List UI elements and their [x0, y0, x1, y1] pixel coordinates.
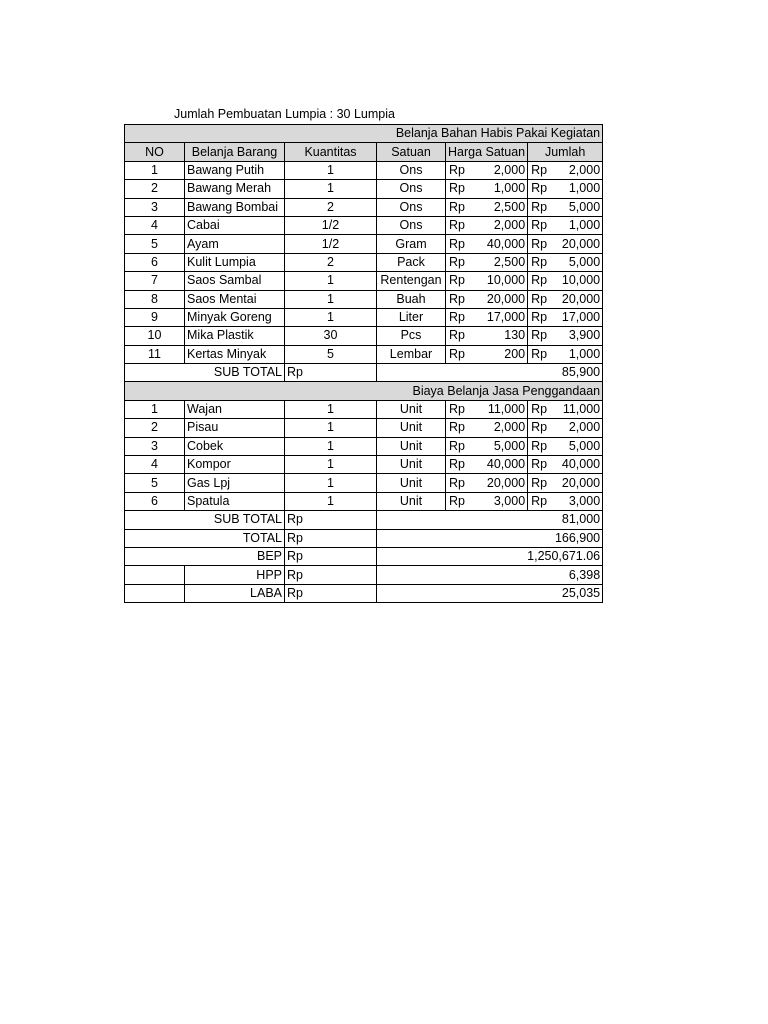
table-row — [125, 235, 603, 253]
unit: Gram — [377, 235, 446, 253]
item-name: Bawang Merah — [185, 180, 285, 198]
amount-value: 5,000 — [568, 438, 601, 453]
currency-label: Rp — [449, 328, 465, 343]
quantity: 1 — [285, 161, 377, 179]
quantity: 1/2 — [285, 235, 377, 253]
item-name: Wajan — [185, 400, 285, 418]
currency-label: Rp — [449, 457, 465, 472]
line-total — [528, 419, 603, 437]
quantity: 1 — [285, 308, 377, 326]
bep-label: BEP — [125, 547, 285, 565]
currency-label: Rp — [449, 310, 465, 325]
row-number: 6 — [125, 253, 185, 271]
total-label: TOTAL — [125, 529, 285, 547]
currency-label: Rp — [449, 402, 465, 417]
unit-price — [446, 253, 528, 271]
line-total — [528, 216, 603, 234]
budget-table — [124, 124, 603, 603]
line-total — [528, 235, 603, 253]
row-number: 3 — [125, 437, 185, 455]
line-total — [528, 253, 603, 271]
laba-label: LABA — [185, 584, 285, 602]
currency-label: Rp — [531, 181, 548, 196]
currency-label: Rp — [449, 475, 465, 490]
amount-value: 20,000 — [561, 291, 601, 306]
currency-label: Rp — [285, 547, 377, 565]
amount-value: 3,000 — [493, 494, 526, 508]
unit-price — [446, 456, 528, 474]
quantity: 1 — [285, 400, 377, 418]
unit: Rentengan — [377, 272, 446, 290]
header-price: Harga Satuan — [446, 143, 528, 161]
currency-label: Rp — [531, 420, 548, 435]
unit-price — [446, 437, 528, 455]
line-total — [528, 492, 603, 510]
unit: Ons — [377, 161, 446, 179]
currency-label: Rp — [531, 291, 548, 306]
quantity: 1 — [285, 437, 377, 455]
quantity: 1 — [285, 290, 377, 308]
currency-label: Rp — [531, 438, 548, 453]
row-number: 4 — [125, 216, 185, 234]
quantity: 1 — [285, 272, 377, 290]
item-name: Bawang Bombai — [185, 198, 285, 216]
currency-label: Rp — [449, 181, 465, 196]
line-total — [528, 456, 603, 474]
table-row — [125, 180, 603, 198]
item-name: Kertas Minyak — [185, 345, 285, 363]
item-name: Gas Lpj — [185, 474, 285, 492]
currency-label: Rp — [449, 494, 465, 508]
line-total — [528, 437, 603, 455]
unit: Ons — [377, 216, 446, 234]
item-name: Ayam — [185, 235, 285, 253]
currency-label: Rp — [449, 236, 465, 251]
unit-price — [446, 290, 528, 308]
amount-value: 1,000 — [493, 181, 526, 196]
currency-label: Rp — [449, 162, 465, 177]
amount-value: 10,000 — [561, 273, 601, 288]
row-number: 9 — [125, 308, 185, 326]
row-number: 10 — [125, 327, 185, 345]
amount-value: 130 — [504, 328, 526, 343]
table-row — [125, 474, 603, 492]
line-total — [528, 308, 603, 326]
hpp-label: HPP — [185, 566, 285, 584]
unit-price — [446, 492, 528, 510]
currency-label: Rp — [285, 364, 377, 382]
amount-value: 2,000 — [493, 420, 526, 435]
section-heading: Biaya Belanja Jasa Penggandaan — [125, 382, 603, 400]
line-total — [528, 290, 603, 308]
currency-label: Rp — [449, 254, 465, 269]
unit-price — [446, 180, 528, 198]
line-total — [528, 345, 603, 363]
row-number: 2 — [125, 419, 185, 437]
table-row — [125, 492, 603, 510]
item-name: Kompor — [185, 456, 285, 474]
row-number: 8 — [125, 290, 185, 308]
bep-value: 1,250,671.06 — [377, 547, 603, 565]
line-total — [528, 180, 603, 198]
amount-value: 1,000 — [568, 346, 601, 361]
sheet-title: Jumlah Pembuatan Lumpia : 30 Lumpia — [174, 107, 395, 121]
table-row — [125, 400, 603, 418]
header-no: NO — [125, 143, 185, 161]
amount-value: 10,000 — [486, 273, 526, 288]
currency-label: Rp — [449, 199, 465, 214]
header-item: Belanja Barang — [185, 143, 285, 161]
table-row — [125, 272, 603, 290]
unit: Unit — [377, 474, 446, 492]
amount-value: 5,000 — [493, 438, 526, 453]
amount-value: 20,000 — [561, 236, 601, 251]
unit: Pcs — [377, 327, 446, 345]
item-name: Spatula — [185, 492, 285, 510]
unit-price — [446, 419, 528, 437]
row-number: 7 — [125, 272, 185, 290]
row-number: 4 — [125, 456, 185, 474]
item-name: Bawang Putih — [185, 161, 285, 179]
quantity: 1 — [285, 456, 377, 474]
currency-label: Rp — [531, 328, 548, 343]
amount-value: 40,000 — [486, 236, 526, 251]
section-heading: Belanja Bahan Habis Pakai Kegiatan — [125, 125, 603, 143]
item-name: Mika Plastik — [185, 327, 285, 345]
item-name: Saos Mentai — [185, 290, 285, 308]
currency-label: Rp — [531, 162, 548, 177]
subtotal-label: SUB TOTAL — [125, 364, 285, 382]
currency-label: Rp — [285, 529, 377, 547]
amount-value: 2,500 — [493, 199, 526, 214]
empty-cell — [125, 584, 185, 602]
row-number: 1 — [125, 400, 185, 418]
table-row — [125, 456, 603, 474]
unit: Ons — [377, 180, 446, 198]
unit: Unit — [377, 437, 446, 455]
currency-label: Rp — [285, 511, 377, 529]
unit-price — [446, 474, 528, 492]
amount-value: 5,000 — [568, 199, 601, 214]
currency-label: Rp — [531, 273, 548, 288]
currency-label: Rp — [285, 566, 377, 584]
unit: Lembar — [377, 345, 446, 363]
total-value: 166,900 — [377, 529, 603, 547]
currency-label: Rp — [531, 218, 548, 233]
amount-value: 2,000 — [568, 420, 601, 435]
table-row — [125, 437, 603, 455]
table-row — [125, 161, 603, 179]
unit-price — [446, 308, 528, 326]
row-number: 2 — [125, 180, 185, 198]
quantity: 1 — [285, 180, 377, 198]
unit-price — [446, 216, 528, 234]
quantity: 1/2 — [285, 216, 377, 234]
amount-value: 5,000 — [568, 254, 601, 269]
amount-value: 3,000 — [568, 494, 601, 508]
amount-value: 20,000 — [486, 291, 526, 306]
table-row — [125, 290, 603, 308]
amount-value: 40,000 — [561, 457, 601, 472]
amount-value: 200 — [504, 346, 526, 361]
currency-label: Rp — [531, 199, 548, 214]
unit: Liter — [377, 308, 446, 326]
quantity: 2 — [285, 253, 377, 271]
amount-value: 1,000 — [568, 218, 601, 233]
unit: Unit — [377, 456, 446, 474]
amount-value: 40,000 — [486, 457, 526, 472]
subtotal-label: SUB TOTAL — [125, 511, 285, 529]
amount-value: 17,000 — [561, 310, 601, 325]
empty-cell — [125, 566, 185, 584]
amount-value: 2,500 — [493, 254, 526, 269]
currency-label: Rp — [449, 346, 465, 361]
laba-value: 25,035 — [377, 584, 603, 602]
currency-label: Rp — [531, 254, 548, 269]
currency-label: Rp — [449, 438, 465, 453]
table-row — [125, 419, 603, 437]
item-name: Cabai — [185, 216, 285, 234]
unit-price — [446, 345, 528, 363]
currency-label: Rp — [531, 346, 548, 361]
table-row — [125, 216, 603, 234]
currency-label: Rp — [449, 273, 465, 288]
row-number: 11 — [125, 345, 185, 363]
header-unit: Satuan — [377, 143, 446, 161]
amount-value: 2,000 — [568, 162, 601, 177]
row-number: 5 — [125, 474, 185, 492]
currency-label: Rp — [531, 494, 548, 508]
currency-label: Rp — [531, 402, 548, 417]
amount-value: 2,000 — [493, 162, 526, 177]
subtotal-value: 85,900 — [377, 364, 603, 382]
header-total: Jumlah — [528, 143, 603, 161]
amount-value: 1,000 — [568, 181, 601, 196]
table-row — [125, 198, 603, 216]
quantity: 1 — [285, 419, 377, 437]
row-number: 3 — [125, 198, 185, 216]
quantity: 2 — [285, 198, 377, 216]
currency-label: Rp — [531, 475, 548, 490]
unit: Unit — [377, 400, 446, 418]
subtotal-value: 81,000 — [377, 511, 603, 529]
row-number: 5 — [125, 235, 185, 253]
currency-label: Rp — [531, 310, 548, 325]
quantity: 1 — [285, 474, 377, 492]
table-row — [125, 327, 603, 345]
quantity: 5 — [285, 345, 377, 363]
item-name: Saos Sambal — [185, 272, 285, 290]
line-total — [528, 327, 603, 345]
line-total — [528, 198, 603, 216]
row-number: 6 — [125, 492, 185, 510]
line-total — [528, 474, 603, 492]
table-row — [125, 253, 603, 271]
line-total — [528, 161, 603, 179]
amount-value: 3,900 — [568, 328, 601, 343]
table-row — [125, 345, 603, 363]
item-name: Kulit Lumpia — [185, 253, 285, 271]
table-row — [125, 308, 603, 326]
amount-value: 11,000 — [562, 402, 601, 417]
hpp-value: 6,398 — [377, 566, 603, 584]
currency-label: Rp — [531, 236, 548, 251]
unit-price — [446, 272, 528, 290]
item-name: Minyak Goreng — [185, 308, 285, 326]
unit: Unit — [377, 492, 446, 510]
unit: Pack — [377, 253, 446, 271]
unit-price — [446, 327, 528, 345]
amount-value: 20,000 — [486, 475, 526, 490]
header-qty: Kuantitas — [285, 143, 377, 161]
unit: Buah — [377, 290, 446, 308]
unit-price — [446, 161, 528, 179]
currency-label: Rp — [531, 457, 548, 472]
quantity: 1 — [285, 492, 377, 510]
currency-label: Rp — [449, 291, 465, 306]
currency-label: Rp — [285, 584, 377, 602]
line-total — [528, 272, 603, 290]
unit: Ons — [377, 198, 446, 216]
unit: Unit — [377, 419, 446, 437]
amount-value: 20,000 — [561, 475, 601, 490]
unit-price — [446, 235, 528, 253]
item-name: Cobek — [185, 437, 285, 455]
currency-label: Rp — [449, 218, 465, 233]
item-name: Pisau — [185, 419, 285, 437]
amount-value: 2,000 — [493, 218, 526, 233]
quantity: 30 — [285, 327, 377, 345]
amount-value: 11,000 — [487, 402, 526, 417]
amount-value: 17,000 — [486, 310, 526, 325]
unit-price — [446, 198, 528, 216]
unit-price — [446, 400, 528, 418]
currency-label: Rp — [449, 420, 465, 435]
line-total — [528, 400, 603, 418]
row-number: 1 — [125, 161, 185, 179]
